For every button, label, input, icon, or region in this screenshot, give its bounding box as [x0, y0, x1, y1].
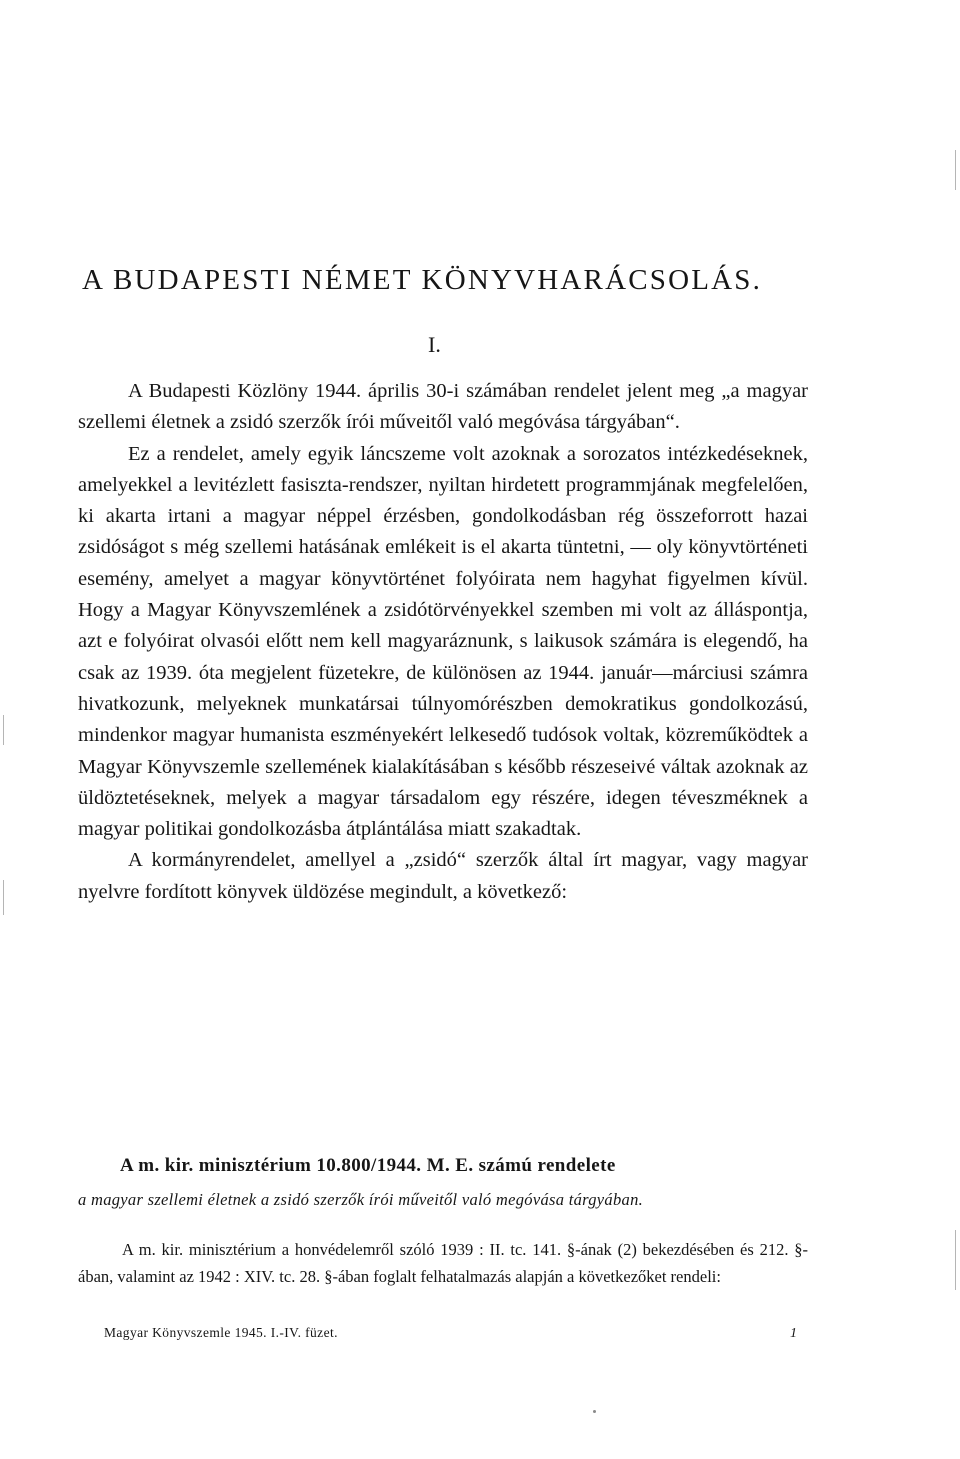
- decree-text: [78, 1236, 808, 1290]
- article-body: [78, 376, 808, 908]
- scan-edge-mark: [3, 880, 4, 915]
- scan-edge-mark: [955, 1230, 956, 1290]
- scan-speck: [593, 1410, 596, 1413]
- page-title: A BUDAPESTI NÉMET KÖNYVHARÁCSOLÁS.: [82, 264, 763, 296]
- scan-edge-mark: [3, 715, 4, 745]
- paragraph: Ez a rendelet, amely egyik láncszeme volt azoknak a sorozatos intézkedéseknek, amelyekkel a levitézlett fasiszta-rendszer, nyiltan hirdetett programmjának megfelelően, ki akarta irtani a magyar néppel érzésben, gondolkodásban rég összeforrott hazai zsidóságot s még szellemi hatásának emlékeit is el akarta tüntetni, — oly könyvtörténeti esemény, amelyet a magyar könyvtörténet folyóirata nem hagyhat figyelmen kívül. Hogy a Magyar Könyvszemlének a zsidótörvényekkel szemben mi volt az álláspontja, azt e folyóirat olvasói előtt nem kell magyaráznunk, s laikusok számára is elegendő, ha csak az 1939. óta megjelent füzetekre, de különösen az 1944. január—márciusi számra hivatkozunk, melyeknek munkatársai túlnyomórészben demokratikus gondolkozású, mindenkor magyar humanista eszményekért lelkesedő tudósok voltak, közreműködtek a Magyar Könyvszemle szellemének kialakításában s később részeseivé váltak azoknak az üldöztetéseknek, melyek a magyar társadalom egy részére, idegen téveszméknek a magyar politikai gondolkozásba átplántálása miatt szakadtak.: [78, 442, 808, 841]
- paragraph: A Budapesti Közlöny 1944. április 30-i számában rendelet jelent meg „a magyar szellemi életnek a zsidó szerzők írói műveitől való megóvása tárgyában“.: [78, 380, 808, 434]
- page-number: 1: [790, 1326, 797, 1341]
- scan-edge-mark: [955, 150, 956, 190]
- decree-heading: A m. kir. minisztérium 10.800/1944. M. E. számú rendelete: [120, 1155, 616, 1176]
- decree-subtitle: a magyar szellemi életnek a zsidó szerzők írói műveitől való megóvása tárgyában.: [78, 1190, 644, 1209]
- paragraph: A kormányrendelet, amellyel a „zsidó“ szerzők által írt magyar, vagy magyar nyelvre fordított könyvek üldözése megindult, a következő:: [78, 849, 808, 903]
- footer-journal: Magyar Könyvszemle 1945. I.-IV. füzet.: [104, 1325, 338, 1340]
- decree-paragraph: A m. kir. minisztérium a honvédelemről szóló 1939 : II. tc. 141. §-ának (2) bekezdésében és 212. §-ában, valamint az 1942 : XIV. tc. 28. §-ában foglalt felhatalmazás alapján a következőket rendeli:: [78, 1240, 808, 1286]
- section-number: I.: [428, 332, 441, 357]
